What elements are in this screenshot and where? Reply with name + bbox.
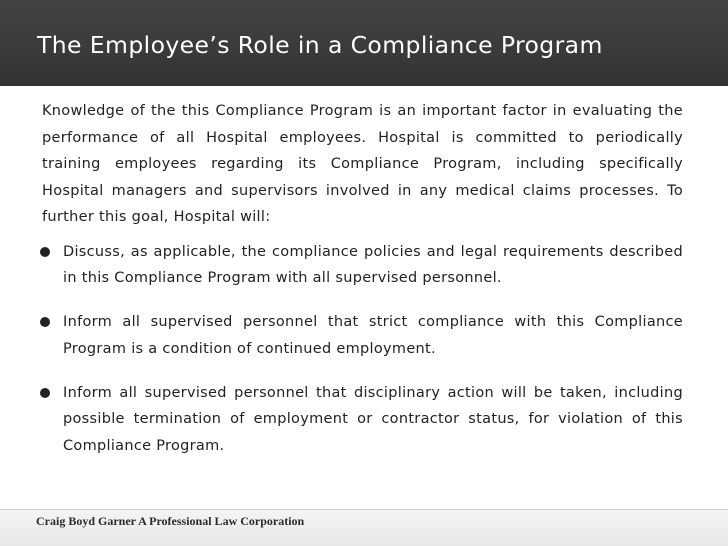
title-bar <box>0 0 728 86</box>
bullet-dot-icon <box>40 247 50 257</box>
footer-bar <box>0 509 728 546</box>
list-item <box>42 239 683 292</box>
list-item <box>42 380 683 460</box>
bullet-text: Discuss, as applicable, the compliance policies and legal requirements described in this Compliance Program with all supervised personnel. <box>63 243 683 286</box>
slide-body <box>42 98 683 477</box>
list-item <box>42 309 683 362</box>
bullet-dot-icon <box>40 317 50 327</box>
intro-paragraph: Knowledge of the this Compliance Program is an important factor in evaluating the performance of all Hospital employees. Hospital is committed to periodically training employees regarding its Compliance Program, including specifically Hospital managers and supervisors involved in any medical claims processes. To further this goal, Hospital will: <box>42 103 683 225</box>
bullet-text: Inform all supervised personnel that strict compliance with this Compliance Program is a condition of continued employment. <box>63 314 683 357</box>
bullet-dot-icon <box>40 388 50 398</box>
slide-title: The Employee’s Role in a Compliance Program <box>37 31 603 59</box>
firm-logo-text: Craig Boyd Garner A Professional Law Corporation <box>36 514 305 528</box>
bullet-list <box>42 239 683 460</box>
bullet-text: Inform all supervised personnel that disciplinary action will be taken, including possible termination of employment or contractor status, for violation of this Compliance Program. <box>63 384 683 454</box>
